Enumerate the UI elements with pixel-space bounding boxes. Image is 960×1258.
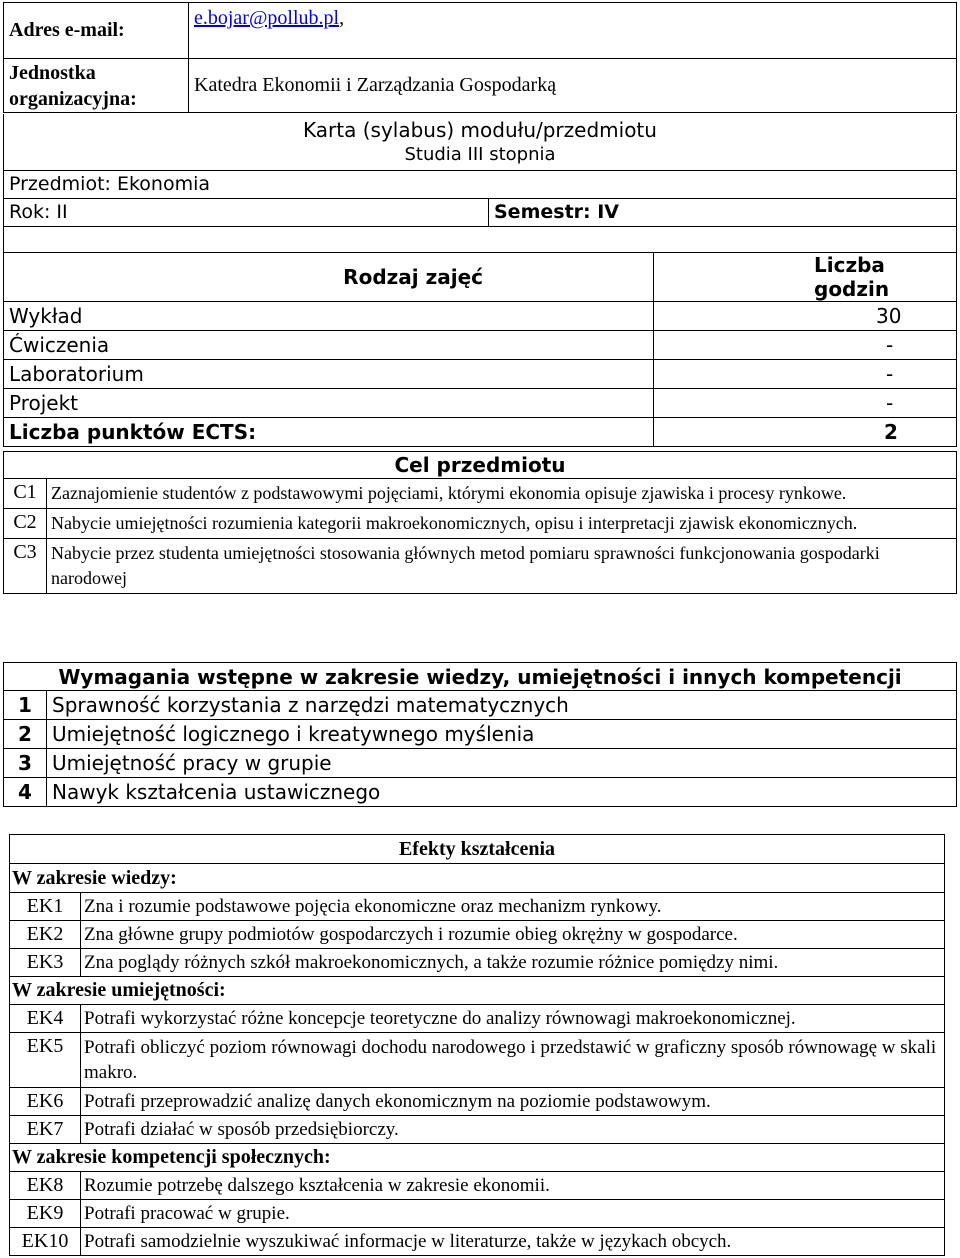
outcome-text: Zna i rozumie podstawowe pojęcia ekonomiczne oraz mechanizm rynkowy. xyxy=(81,893,945,921)
goal-text: Zaznajomienie studentów z podstawowymi pojęciami, którymi ekonomia opisuje zjawiska i procesy rynkowe. xyxy=(47,479,957,509)
hours-col-hours: Liczba godzin xyxy=(654,253,957,302)
req-text: Nawyk kształcenia ustawicznego xyxy=(47,778,957,807)
outcome-code: EK1 xyxy=(10,893,81,921)
outcome-code: EK2 xyxy=(10,921,81,949)
req-text: Umiejętność pracy w grupie xyxy=(47,749,957,778)
email-suffix: , xyxy=(339,7,345,29)
social-header: W zakresie kompetencji społecznych: xyxy=(10,1144,945,1172)
outcome-text: Potrafi działać w sposób przedsiębiorczy. xyxy=(81,1116,945,1144)
outcome-code: EK5 xyxy=(10,1033,81,1088)
year: Rok: II xyxy=(4,198,489,226)
outcome-code: EK3 xyxy=(10,949,81,977)
goal-text: Nabycie przez studenta umiejętności stosowania głównych metod pomiaru sprawności funkcjonowania gospodarki narodowej xyxy=(47,539,957,594)
hours-row-value: - xyxy=(654,360,957,389)
skills-header: W zakresie umiejętności: xyxy=(10,977,945,1005)
req-num: 1 xyxy=(4,691,47,720)
goals-title: Cel przedmiotu xyxy=(4,452,957,479)
goal-code: C2 xyxy=(4,509,47,539)
outcomes-title: Efekty kształcenia xyxy=(10,835,945,864)
outcome-code: EK7 xyxy=(10,1116,81,1144)
outcome-text: Zna główne grupy podmiotów gospodarczych i rozumie obieg okrężny w gospodarce. xyxy=(81,921,945,949)
card-table xyxy=(3,114,957,227)
outcome-text: Zna poglądy różnych szkół makroekonomicznych, a także rozumie różnice pomiędzy nimi. xyxy=(81,949,945,977)
hours-row-label: Ćwiczenia xyxy=(4,331,654,360)
email-cell xyxy=(189,3,957,59)
outcome-text: Potrafi pracować w grupie. xyxy=(81,1200,945,1228)
unit-value: Katedra Ekonomii i Zarządzania Gospodarką xyxy=(189,59,957,113)
requirements-table xyxy=(3,662,957,807)
outcome-code: EK9 xyxy=(10,1200,81,1228)
page-title: Karta (sylabus) modułu/przedmiotu xyxy=(303,117,657,142)
outcome-text: Potrafi samodzielnie wyszukiwać informacje w literaturze, także w językach obcych. xyxy=(81,1228,945,1256)
outcome-code: EK8 xyxy=(10,1172,81,1200)
outcome-text: Potrafi przeprowadzić analizę danych ekonomicznym na poziomie podstawowym. xyxy=(81,1088,945,1116)
unit-label-line2: organizacyjna: xyxy=(9,87,137,110)
ects-label: Liczba punktów ECTS: xyxy=(4,418,654,447)
goal-code: C1 xyxy=(4,479,47,509)
outcomes-table xyxy=(9,834,945,1256)
semester: Semestr: IV xyxy=(489,198,957,226)
req-text: Umiejętność logicznego i kreatywnego myślenia xyxy=(47,720,957,749)
outcome-text: Potrafi obliczyć poziom równowagi dochodu narodowego i przedstawić w graficzny sposób równowagę w skali makro. xyxy=(81,1033,945,1088)
req-text: Sprawność korzystania z narzędzi matematycznych xyxy=(47,691,957,720)
knowledge-header: W zakresie wiedzy: xyxy=(10,864,945,893)
page-subtitle: Studia III stopnia xyxy=(404,143,556,165)
hours-table xyxy=(3,226,957,447)
hours-row-label: Projekt xyxy=(4,389,654,418)
email-label: Adres e-mail: xyxy=(4,3,189,59)
outcome-code: EK6 xyxy=(10,1088,81,1116)
goals-table xyxy=(3,451,957,594)
unit-label-line1: Jednostka xyxy=(9,61,96,84)
unit-label xyxy=(4,59,189,113)
hours-col-type: Rodzaj zajęć xyxy=(4,253,654,302)
spacer-row xyxy=(4,227,957,253)
req-num: 4 xyxy=(4,778,47,807)
header-table xyxy=(3,2,957,113)
outcome-text: Potrafi wykorzystać różne koncepcje teoretyczne do analizy równowagi makroekonomicznej. xyxy=(81,1005,945,1033)
req-num: 2 xyxy=(4,720,47,749)
outcome-code: EK4 xyxy=(10,1005,81,1033)
goal-code: C3 xyxy=(4,539,47,594)
req-num: 3 xyxy=(4,749,47,778)
hours-row-label: Wykład xyxy=(4,302,654,331)
requirements-title: Wymagania wstępne w zakresie wiedzy, umiejętności i innych kompetencji xyxy=(4,663,957,691)
hours-row-value: 30 xyxy=(654,302,957,331)
subject: Przedmiot: Ekonomia xyxy=(4,170,957,198)
email-link[interactable]: e.bojar@pollub.pl xyxy=(194,7,340,29)
outcome-code: EK10 xyxy=(10,1228,81,1256)
ects-value: 2 xyxy=(654,418,957,447)
hours-row-value: - xyxy=(654,331,957,360)
hours-row-label: Laboratorium xyxy=(4,360,654,389)
card-title-cell xyxy=(4,114,957,170)
goal-text: Nabycie umiejętności rozumienia kategorii makroekonomicznych, opisu i interpretacji zjawisk ekonomicznych. xyxy=(47,509,957,539)
hours-row-value: - xyxy=(654,389,957,418)
outcome-text: Rozumie potrzebę dalszego kształcenia w zakresie ekonomii. xyxy=(81,1172,945,1200)
